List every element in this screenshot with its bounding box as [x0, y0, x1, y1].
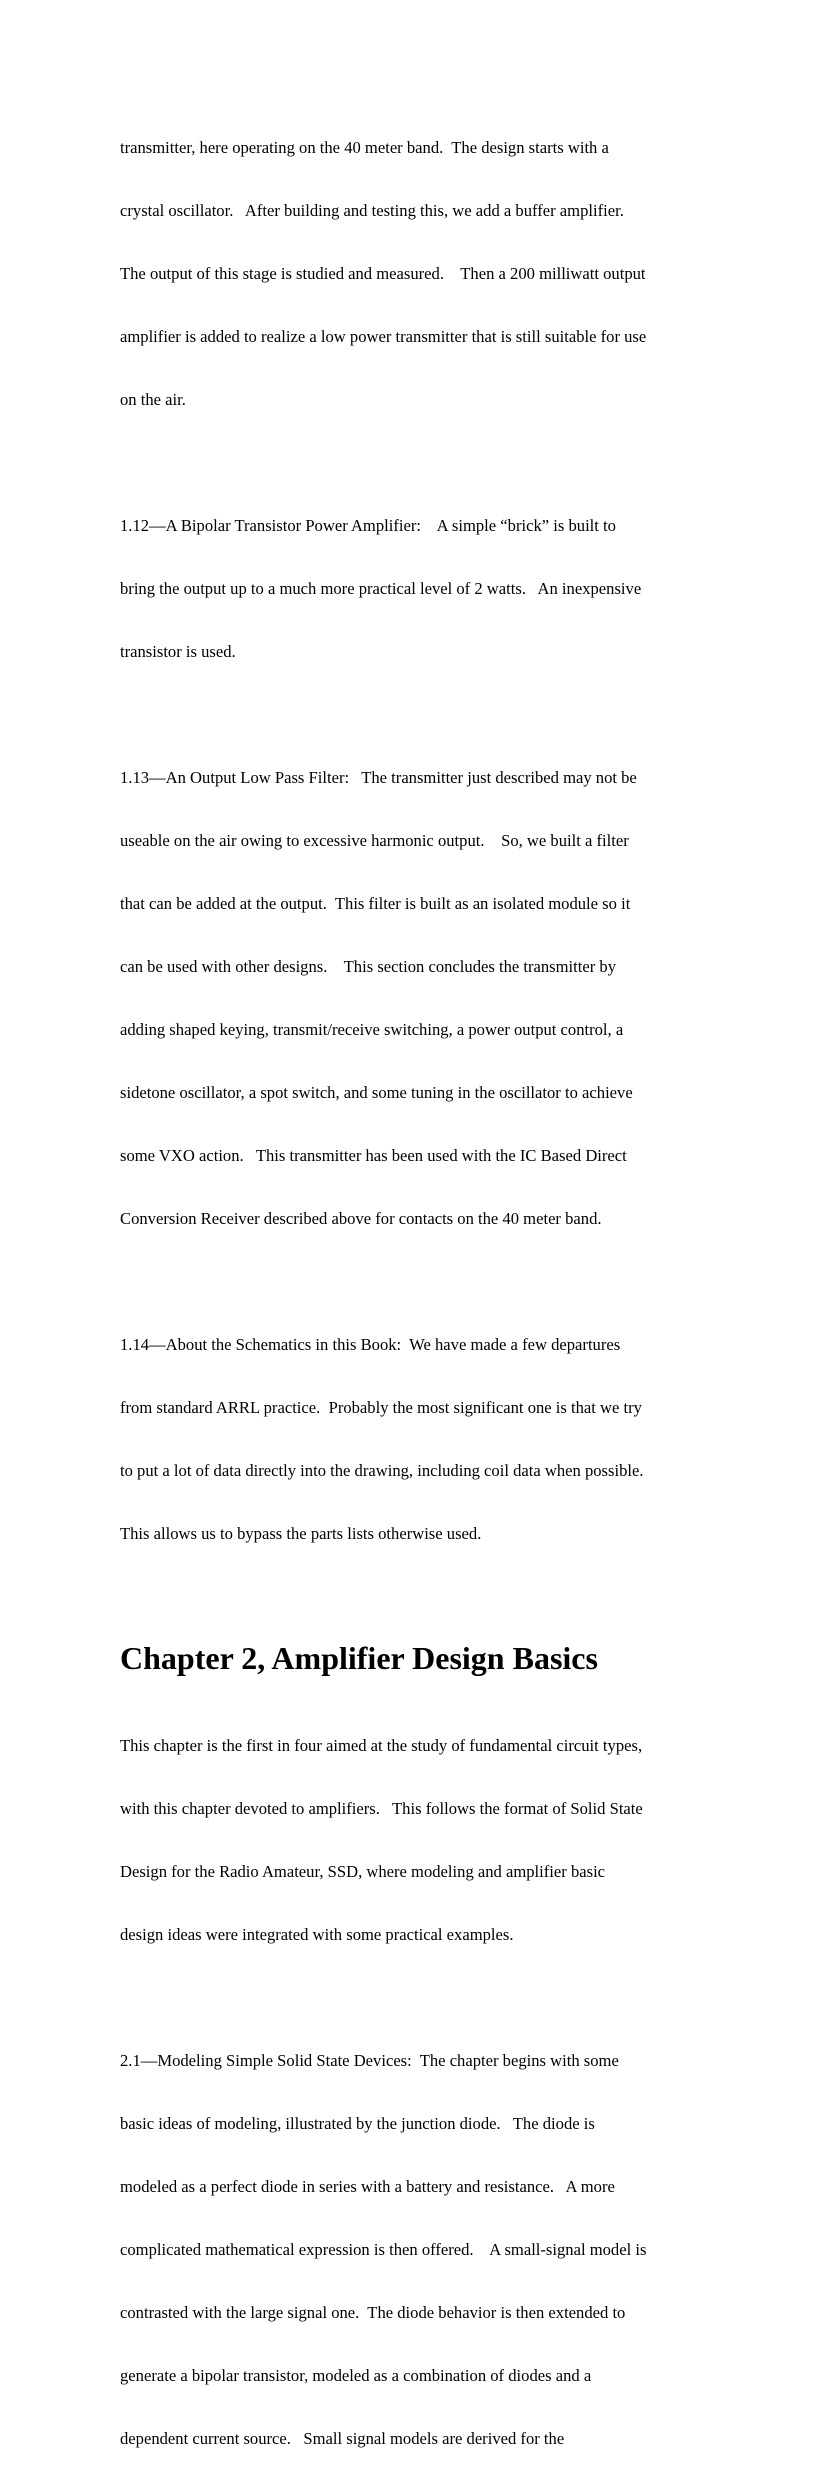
text-line: complicated mathematical expression is then offered. A small-signal model is	[120, 2240, 647, 2259]
text-line: 1.12—A Bipolar Transistor Power Amplifier: A simple “brick” is built to	[120, 516, 616, 535]
text-line: This allows us to bypass the parts lists otherwise used.	[120, 1524, 482, 1543]
text-line: generate a bipolar transistor, modeled as a combination of diodes and a	[120, 2366, 592, 2385]
text-line: basic ideas of modeling, illustrated by the junction diode. The diode is	[120, 2114, 595, 2133]
text-line: sidetone oscillator, a spot switch, and some tuning in the oscillator to achieve	[120, 1083, 633, 1102]
text-line: dependent current source. Small signal models are derived for the	[120, 2429, 565, 2448]
text-line: adding shaped keying, transmit/receive switching, a power output control, a	[120, 1020, 624, 1039]
text-line: amplifier is added to realize a low power transmitter that is still suitable for use	[120, 327, 647, 346]
text-line: Design for the Radio Amateur, SSD, where modeling and amplifier basic	[120, 1862, 606, 1881]
text-line: contrasted with the large signal one. The diode behavior is then extended to	[120, 2303, 626, 2322]
text-line: Conversion Receiver described above for contacts on the 40 meter band.	[120, 1209, 602, 1228]
text-line: design ideas were integrated with some practical examples.	[120, 1925, 514, 1944]
paragraph-gap	[120, 704, 700, 725]
text-line: useable on the air owing to excessive harmonic output. So, we built a filter	[120, 831, 629, 850]
text-line: from standard ARRL practice. Probably the most significant one is that we try	[120, 1398, 642, 1417]
paragraph-section-1-12	[120, 473, 700, 704]
paragraph-section-1-13	[120, 725, 700, 1271]
text-line: that can be added at the output. This filter is built as an isolated module so it	[120, 894, 631, 913]
text-line: The output of this stage is studied and measured. Then a 200 milliwatt output	[120, 264, 646, 283]
text-line: 1.14—About the Schematics in this Book: We have made a few departures	[120, 1335, 621, 1354]
paragraph-transmitter-intro	[120, 95, 700, 452]
text-line: with this chapter devoted to amplifiers. This follows the format of Solid State	[120, 1799, 643, 1818]
text-line: on the air.	[120, 390, 186, 409]
text-line: This chapter is the first in four aimed at the study of fundamental circuit types,	[120, 1736, 643, 1755]
text-line: to put a lot of data directly into the drawing, including coil data when possible.	[120, 1461, 644, 1480]
text-line: bring the output up to a much more practical level of 2 watts. An inexpensive	[120, 579, 642, 598]
paragraph-chapter-intro	[120, 1693, 700, 1987]
heading-spacer	[120, 1678, 700, 1693]
section-spacer	[120, 1586, 700, 1638]
paragraph-section-1-14	[120, 1292, 700, 1586]
text-line: crystal oscillator. After building and testing this, we add a buffer amplifier.	[120, 201, 624, 220]
text-line: modeled as a perfect diode in series with a battery and resistance. A more	[120, 2177, 615, 2196]
document-page	[120, 95, 700, 2491]
text-line: 1.13—An Output Low Pass Filter: The transmitter just described may not be	[120, 768, 637, 787]
paragraph-section-2-1	[120, 2008, 700, 2491]
text-line: transistor is used.	[120, 642, 236, 661]
paragraph-gap	[120, 452, 700, 473]
paragraph-gap	[120, 1271, 700, 1292]
text-line: transmitter, here operating on the 40 meter band. The design starts with a	[120, 138, 609, 157]
text-line: 2.1—Modeling Simple Solid State Devices: The chapter begins with some	[120, 2051, 619, 2070]
text-line: some VXO action. This transmitter has been used with the IC Based Direct	[120, 1146, 627, 1165]
text-line: can be used with other designs. This section concludes the transmitter by	[120, 957, 617, 976]
chapter-heading: Chapter 2, Amplifier Design Basics	[120, 1640, 598, 1676]
paragraph-gap	[120, 1987, 700, 2008]
